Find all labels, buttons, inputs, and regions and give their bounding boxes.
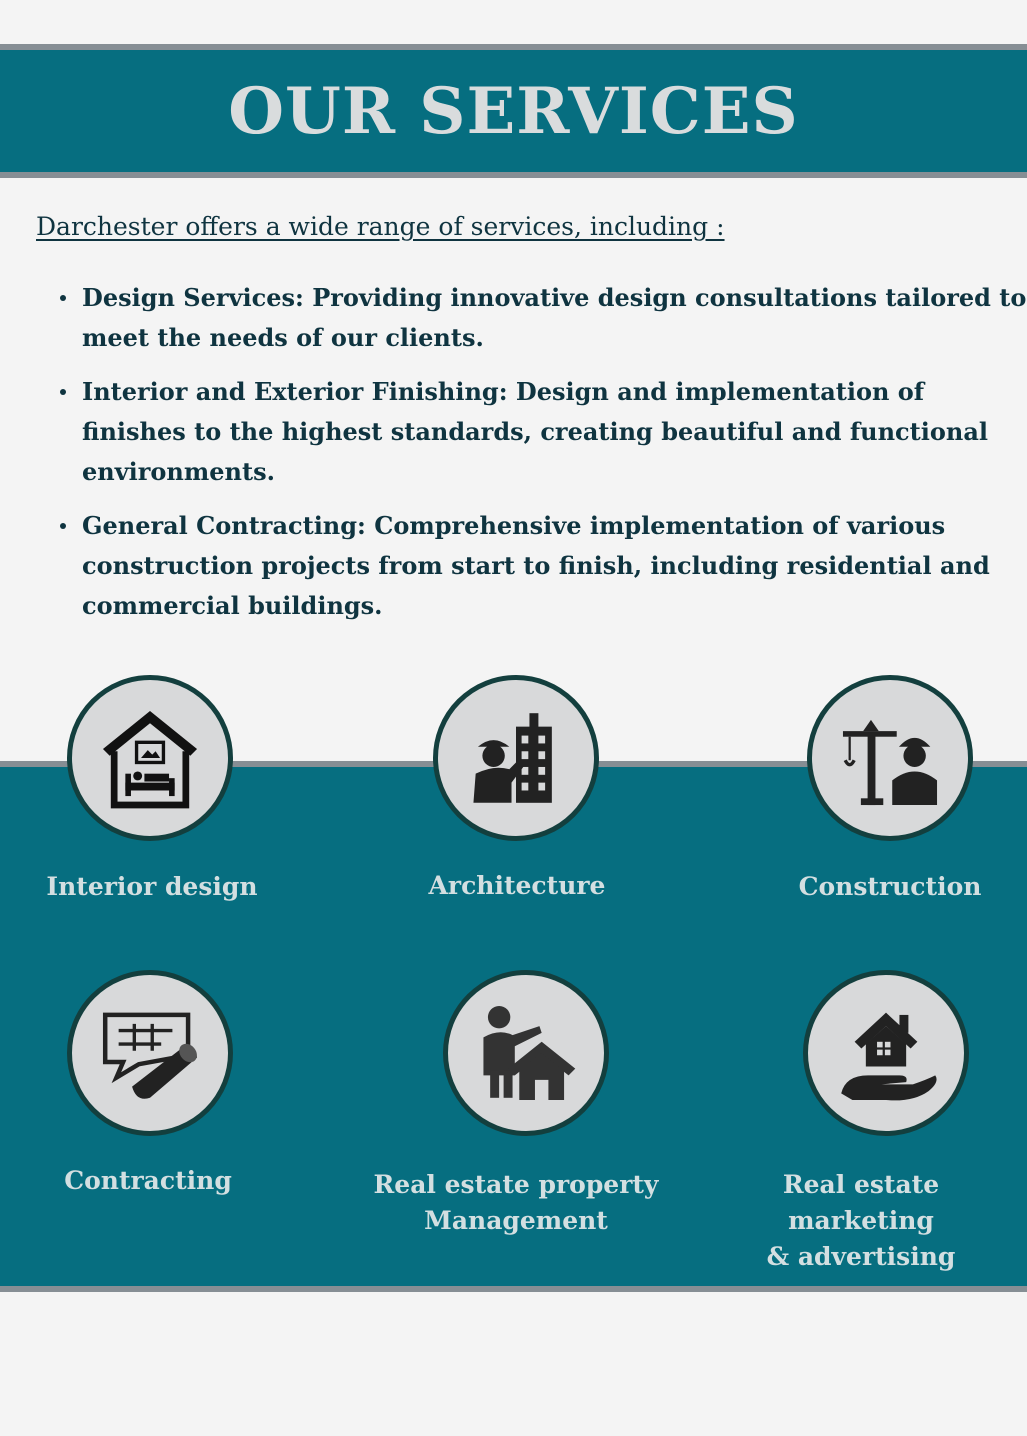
architect-building-icon	[433, 675, 599, 841]
card-label-line: Real estate property	[373, 1170, 659, 1199]
card-label-marketing-advertising	[706, 1167, 1016, 1275]
card-label-interior-design: Interior design	[46, 872, 258, 901]
card-label-line: Real estate marketing	[782, 1170, 940, 1235]
list-item: General Contracting: Comprehensive implementation of various construction projects from start to finish, including residential and commercial buildings.	[82, 506, 1027, 626]
card-label-architecture: Architecture	[428, 871, 606, 900]
page-title: OUR SERVICES	[228, 73, 799, 149]
services-list	[50, 278, 1027, 640]
hand-house-icon	[803, 970, 969, 1136]
card-label-line: & advertising	[766, 1242, 956, 1271]
house-bed-icon	[67, 675, 233, 841]
card-label-property-management	[366, 1167, 666, 1239]
card-label-line: Management	[424, 1206, 608, 1235]
list-item: Design Services: Providing innovative design consultations tailored to meet the needs of our clients.	[82, 278, 1027, 358]
intro-text: Darchester offers a wide range of services, including :	[36, 212, 725, 241]
title-banner	[0, 44, 1027, 178]
agent-house-icon	[443, 970, 609, 1136]
blueprint-roll-icon	[67, 970, 233, 1136]
list-item: Interior and Exterior Finishing: Design and implementation of finishes to the highest standards, creating beautiful and functional environments.	[82, 372, 1027, 492]
card-label-construction: Construction	[798, 872, 982, 901]
card-label-contracting: Contracting	[64, 1166, 232, 1195]
crane-worker-icon	[807, 675, 973, 841]
